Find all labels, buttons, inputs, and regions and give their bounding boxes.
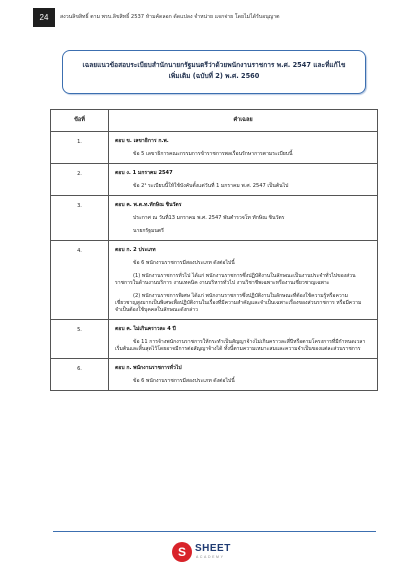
- answer-choice: ตอบ ค. ไม่เกินคราวละ 4 ปี: [115, 326, 176, 332]
- column-header-answer: คำเฉลย: [109, 110, 378, 132]
- answer-cell: [109, 164, 378, 196]
- explanation-paragraph: (2) พนักงานราชการพิเศษ ได้แก่ พนักงานราชการซึ่งปฏิบัติงานในลักษณะที่ต้องใช้ความรู้หรือความเชี่ยวชาญสูงมากเป็นพิเศษเพื่อปฏิบัติงานในเรื่องที่มีความสำคัญและจำเป็นเฉพาะเรื่องของส่วนราชการ หรือมีความจำเป็นต้องใช้บุคคลในลักษณะดังกล่าว: [115, 293, 362, 313]
- explanation-paragraph: ข้อ 11 การจ้างพนักงานราชการให้กระทำเป็นสัญญาจ้างไม่เกินคราวละสี่ปีหรือตามโครงการที่มีกำหนดเวลาเริ่มต้นและสิ้นสุดไว้โดยอาจมีการต่อสัญญาจ้างได้ ทั้งนี้ตามความเหมาะสมและความจำเป็นของแต่ละส่วนราชการ: [115, 339, 366, 352]
- answer-choice: ตอบ ง. 1 มกราคม 2547: [115, 170, 173, 176]
- sheet-logo: [172, 541, 252, 565]
- table-row: [51, 132, 378, 164]
- question-number: 4.: [51, 241, 109, 320]
- title-line-1: เฉลยแนวข้อสอบระเบียบสำนักนายกรัฐมนตรีว่าด้วยพนักงานราชการ พ.ศ. 2547 และที่แก้ไข: [82, 61, 346, 69]
- column-header-no: ข้อที่: [51, 110, 109, 132]
- table-row: [51, 359, 378, 391]
- logo-subtext: ACADEMY: [196, 555, 225, 559]
- question-number: 2.: [51, 164, 109, 196]
- answer-cell: [109, 320, 378, 359]
- explanation-text: ข้อ 2¹ ระเบียบนี้ให้ใช้บังคับตั้งแต่วันที่ 1 มกราคม พ.ศ. 2547 เป็นต้นไป: [133, 183, 289, 189]
- question-number: 3.: [51, 196, 109, 241]
- explanation-text: ข้อ 6 พนักงานราชการมีสองประเภท ดังต่อไปนี้: [133, 260, 235, 266]
- footer-divider: [53, 531, 376, 532]
- answer-cell: [109, 196, 378, 241]
- explanation-text: ข้อ 5 เลขาธิการคณะกรรมการข้าราชการพลเรือนรักษาการตามระเบียบนี้: [133, 151, 293, 157]
- table-row: [51, 196, 378, 241]
- table-header-row: [51, 110, 378, 132]
- logo-text: SHEET: [195, 543, 231, 554]
- table-row: [51, 241, 378, 320]
- title-box: [62, 50, 366, 94]
- page-number: 24: [33, 8, 55, 27]
- table-row: [51, 164, 378, 196]
- explanation-text: นายกรัฐมนตรี: [133, 228, 164, 234]
- question-number: 1.: [51, 132, 109, 164]
- title-line-2: เพิ่มเติม (ฉบับที่ 2) พ.ศ. 2560: [168, 72, 260, 80]
- question-number: 6.: [51, 359, 109, 391]
- answer-cell: [109, 132, 378, 164]
- explanation-paragraph: (1) พนักงานราชการทั่วไป ได้แก่ พนักงานราชการซึ่งปฏิบัติงานในลักษณะเป็นงานประจำทั่วไปของส่วนราชการในด้านงานบริการ งานเทคนิค งานบริหารทั่วไป งานวิชาชีพเฉพาะหรืองานเชี่ยวชาญเฉพาะ: [115, 273, 356, 286]
- answer-choice: ตอบ ก. 2 ประเภท: [115, 247, 156, 253]
- page-header: [0, 8, 416, 27]
- copyright-notice: สงวนลิขสิทธิ์ ตาม พรบ.ลิขสิทธิ์ 2537 ห้ามคัดลอก ดัดแปลง จำหน่าย แจกจ่าย โดยไม่ได้รับอนุญาต: [60, 14, 280, 20]
- explanation-text: ข้อ 6 พนักงานราชการมีสองประเภท ดังต่อไปนี้: [133, 378, 235, 384]
- answer-cell: [109, 241, 378, 320]
- table-row: [51, 320, 378, 359]
- explanation-text: ประกาศ ณ วันที่13 มกราคม พ.ศ. 2547 พันตำรวจโท ทักษิณ ชินวัตร: [133, 215, 285, 221]
- answer-choice: ตอบ ข. เลขาธิการ ก.พ.: [115, 138, 169, 144]
- answer-choice: ตอบ ค. พ.ต.ท.ทักษิณ ชินวัตร: [115, 202, 182, 208]
- answer-cell: [109, 359, 378, 391]
- question-number: 5.: [51, 320, 109, 359]
- answer-choice: ตอบ ก. พนักงานราชการทั่วไป: [115, 365, 182, 371]
- answer-table: [50, 109, 378, 391]
- logo-mark-icon: S: [172, 542, 192, 562]
